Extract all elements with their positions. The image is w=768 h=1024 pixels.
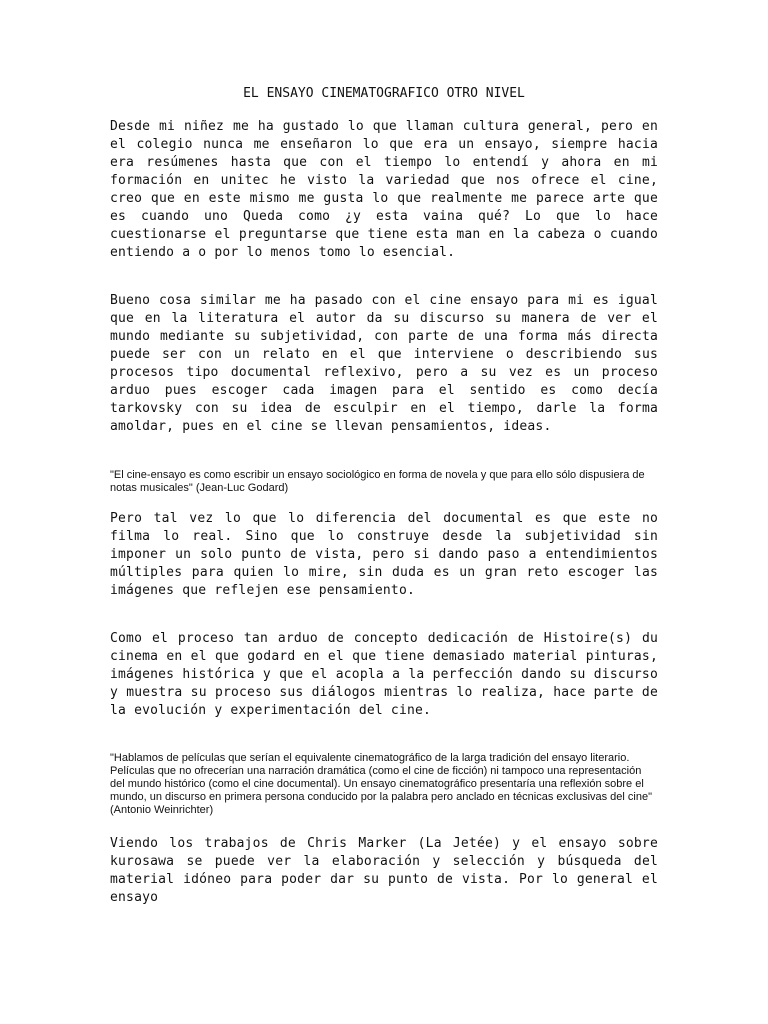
quote-godard: "El cine-ensayo es como escribir un ensayo sociológico en forma de novela y que para ello sólo dispusiera de notas musicales" (Jean-Luc Godard) bbox=[110, 469, 645, 494]
quote-weinrichter: "Hablamos de películas que serían el equivalente cinematográfico de la larga tradición del ensayo literario. Películas que no ofrecerían una narración dramática (como el cine de ficción) ni tampoco una representación del mundo histórico (como el cine documental). Un ensayo cinematográfico presentaría una reflexión sobre el mundo, un discurso en primera persona conducido por la palabra pero anclado en técnicas exclusivas del cine" (Antonio Weinrichter) bbox=[110, 752, 653, 816]
paragraph-4: Como el proceso tan arduo de concepto dedicación de Histoire(s) du cinema en el que godard en el que tiene demasiado material pinturas, imágenes histórica y que el acopla a la perfección dando su discurso y muestra su proceso sus diálogos mientras lo realiza, hace parte de la evolución y experimentación del cine. bbox=[110, 631, 658, 718]
paragraph-1: Desde mi niñez me ha gustado lo que llaman cultura general, pero en el colegio nunca me enseñaron lo que era un ensayo, siempre hacia era resúmenes hasta que con el tiempo lo entendí y ahora en mi formación en unitec he visto la variedad que nos ofrece el cine, creo que en este mismo me gusta lo que realmente me parece arte que es cuando uno Queda como ¿y esta vaina qué? Lo que lo hace cuestionarse el preguntarse que tiene esta man en la cabeza o cuando entiendo a o por lo menos tomo lo esencial. bbox=[110, 119, 658, 260]
paragraph-3: Pero tal vez lo que lo diferencia del documental es que este no filma lo real. Sino que lo construye desde la subjetividad sin imponer un solo punto de vista, pero si dando paso a entendimientos múltiples para quien lo mire, sin duda es un gran reto escoger las imágenes que reflejen ese pensamiento. bbox=[110, 511, 658, 598]
document-title: EL ENSAYO CINEMATOGRAFICO OTRO NIVEL bbox=[243, 86, 525, 101]
paragraph-2: Bueno cosa similar me ha pasado con el cine ensayo para mi es igual que en la literatura el autor da su discurso su manera de ver el mundo mediante su subjetividad, con parte de una forma más directa puede ser con un relato en el que interviene o describiendo sus procesos tipo documental reflexivo, pero a su vez es un proceso arduo pues escoger cada imagen para el sentido es como decía tarkovsky con su idea de esculpir en el tiempo, darle la forma amoldar, pues en el cine se llevan pensamientos, ideas. bbox=[110, 293, 658, 434]
paragraph-5: Viendo los trabajos de Chris Marker (La Jetée) y el ensayo sobre kurosawa se puede ver la elaboración y selección y búsqueda del material idóneo para poder dar su punto de vista. Por lo general el ensayo bbox=[110, 836, 658, 905]
